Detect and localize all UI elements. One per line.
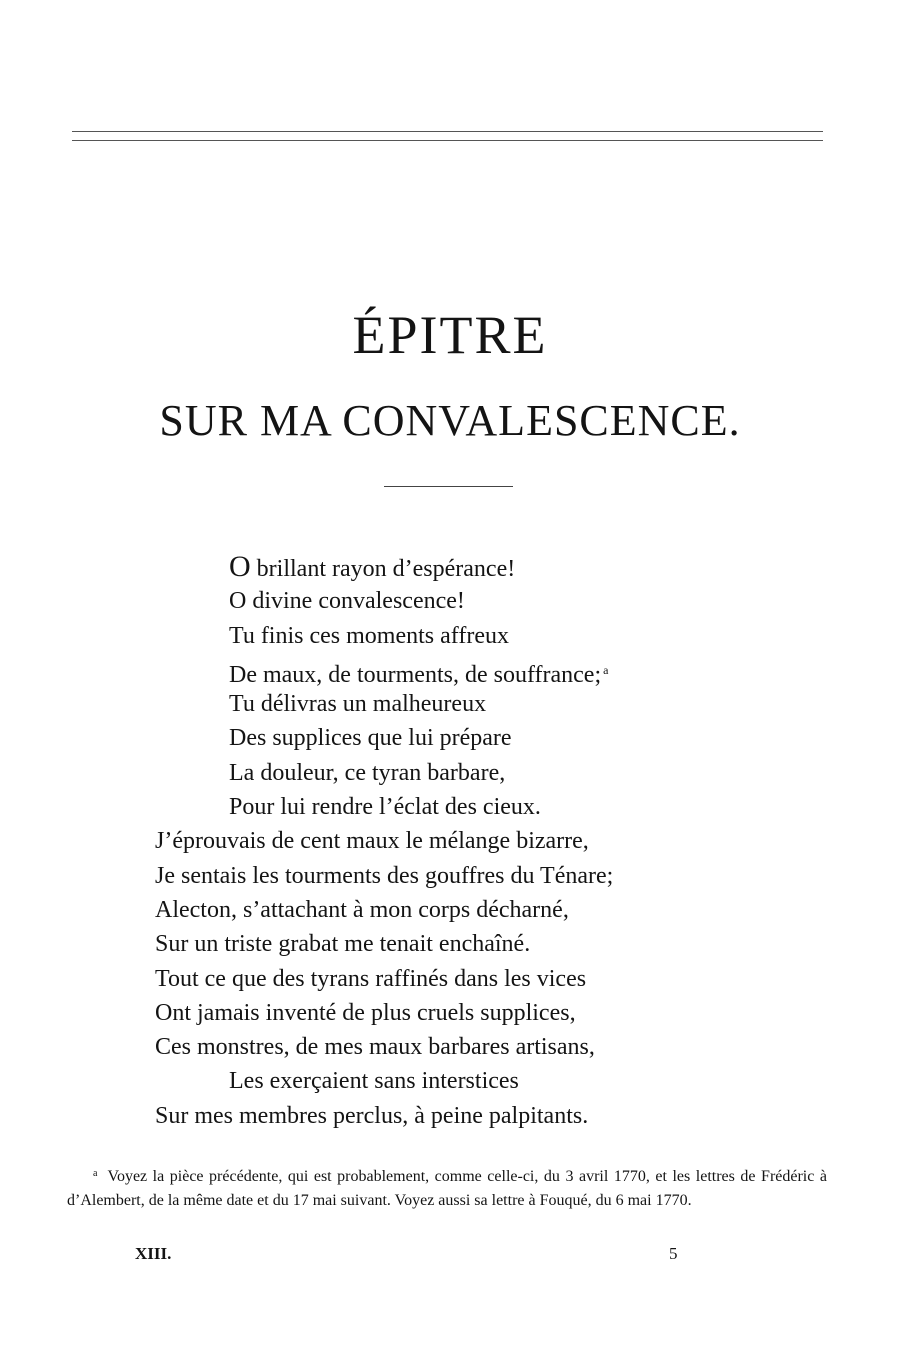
poem-line [0, 584, 900, 618]
volume-number: XIII. [135, 1244, 172, 1263]
footnote [67, 1162, 827, 1212]
poem-line-text: Les exerçaient sans interstices [229, 1068, 519, 1095]
poem-line-text: brillant rayon d’espérance! [250, 556, 516, 582]
poem-line-text: Je sentais les tourments des gouffres du Ténare; [155, 862, 614, 889]
page-number: 5 [669, 1244, 678, 1263]
poem-line-text: Sur mes membres perclus, à peine palpitants. [155, 1102, 589, 1129]
poem-line [0, 756, 900, 790]
poem-line-text: De maux, de tourments, de souffrance; [229, 661, 602, 688]
poem-line-text: Ces monstres, de mes maux barbares artisans, [155, 1034, 595, 1061]
poem-line [0, 1064, 900, 1098]
poem-line [0, 962, 900, 996]
poem-line-text: Tu délivras un malheureux [229, 691, 487, 718]
poem-line [0, 619, 900, 653]
poem-line-text: La douleur, ce tyran barbare, [229, 759, 506, 786]
footnote-mark: a [93, 1168, 98, 1179]
poem-line [0, 790, 900, 824]
poem-line [0, 687, 900, 721]
page-subtitle: SUR MA CONVALESCENCE. [159, 396, 741, 445]
poem-line [0, 996, 900, 1030]
poem-line [0, 1099, 900, 1133]
poem-line [0, 893, 900, 927]
poem-line [0, 653, 900, 687]
poem [0, 550, 900, 1133]
poem-line-text: Des supplices que lui prépare [229, 725, 512, 752]
drop-cap: O [229, 550, 251, 583]
title-divider [384, 486, 513, 487]
poem-line [0, 824, 900, 858]
poem-line [0, 721, 900, 755]
poem-line [0, 927, 900, 961]
poem-line [0, 1030, 900, 1064]
poem-line-text: O divine convalescence! [229, 588, 465, 615]
poem-line-text: Tu finis ces moments affreux [229, 622, 509, 649]
poem-line [0, 859, 900, 893]
header-double-rule [72, 131, 823, 141]
page-title: ÉPITRE [352, 305, 548, 365]
poem-line-text: Tout ce que des tyrans raffinés dans les vices [155, 965, 587, 992]
poem-line-text: J’éprouvais de cent maux le mélange bizarre, [155, 828, 589, 855]
footnote-text: Voyez la pièce précédente, qui est probablement, comme celle-ci, du 3 avril 1770, et les lettres de Frédéric à d’Alembert, de la même date et du 17 mai suivant. Voyez aussi sa lettre à Fouqué, du 6 mai 1770. [67, 1168, 827, 1209]
poem-line [0, 550, 900, 584]
poem-line-text: Ont jamais inventé de plus cruels supplices, [155, 999, 576, 1026]
poem-line-text: Pour lui rendre l’éclat des cieux. [229, 794, 541, 821]
footnote-reference: a [603, 662, 609, 677]
poem-line-text: Alecton, s’attachant à mon corps décharné, [155, 896, 569, 923]
poem-line-text: Sur un triste grabat me tenait enchaîné. [155, 931, 531, 958]
